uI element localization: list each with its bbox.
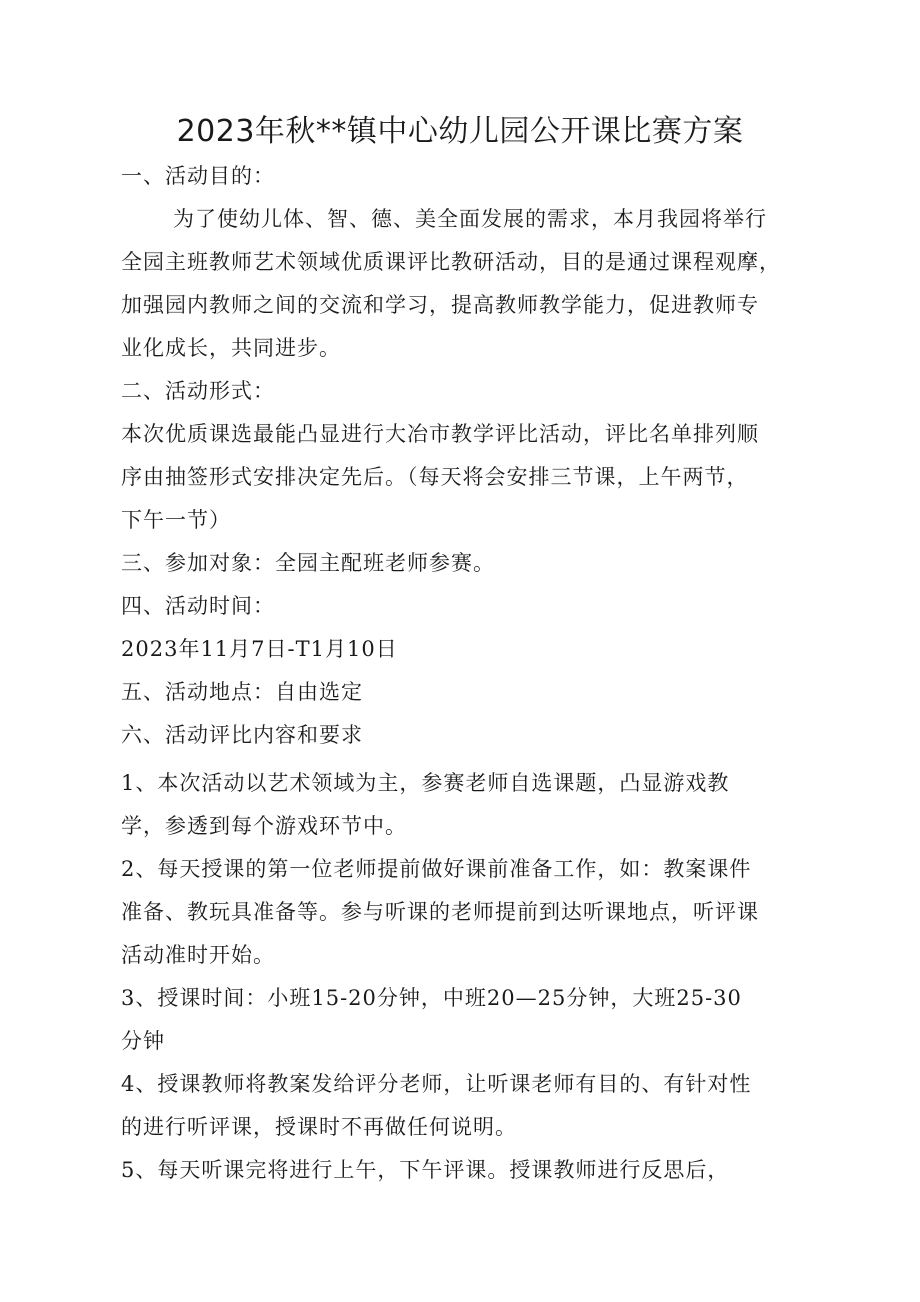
heading-purpose: 一、活动目的： (121, 164, 275, 188)
paragraph-line: 本次优质课选最能凸显进行大冶市教学评比活动，评比名单排列顺 (121, 422, 759, 446)
list-item-line: 的进行听评课，授课时不再做任何说明。 (121, 1115, 517, 1139)
requirements-list (121, 762, 821, 1192)
activity-date: 2023年11月7日-T1月10日 (121, 637, 398, 661)
list-item-line: 1、本次活动以艺术领域为主，参赛老师自选课题，凸显游戏教 (121, 771, 730, 795)
document-title: 2023年秋**镇中心幼儿园公开课比赛方案 (176, 114, 744, 149)
paragraph-line: 序由抽签形式安排决定先后。（每天将会安排三节课，上午两节， (121, 465, 749, 489)
heading-participants: 三、参加对象：全园主配班老师参赛。 (121, 551, 495, 575)
list-item-line: 学，参透到每个游戏环节中。 (121, 814, 407, 838)
heading-form: 二、活动形式： (121, 379, 275, 403)
heading-time: 四、活动时间： (121, 594, 275, 618)
list-item-line: 活动准时开始。 (121, 943, 275, 967)
list-item-line: 5、每天听课完将进行上午，下午评课。授课教师进行反思后， (121, 1158, 730, 1182)
paragraph-line: 业化成长，共同进步。 (121, 336, 341, 360)
list-item-line: 分钟 (121, 1029, 165, 1053)
paragraph-line: 全园主班教师艺术领域优质课评比教研活动，目的是通过课程观摩， (121, 250, 781, 274)
list-item-line: 准备、教玩具准备等。参与听课的老师提前到达听课地点，听评课 (121, 900, 759, 924)
list-item-line: 2、每天授课的第一位老师提前做好课前准备工作，如：教案课件 (121, 857, 752, 881)
section-1 (121, 155, 821, 757)
list-item-line: 3、授课时间：小班15-20分钟，中班20—25分钟，大班25-30 (121, 986, 742, 1010)
paragraph-line: 下午一节） (121, 508, 231, 532)
heading-location: 五、活动地点：自由选定 (121, 680, 363, 704)
heading-requirements: 六、活动评比内容和要求 (121, 723, 363, 747)
paragraph-line: 为了使幼儿体、智、德、美全面发展的需求，本月我园将举行 (173, 207, 767, 231)
list-item-line: 4、授课教师将教案发给评分老师，让听课老师有目的、有针对性 (121, 1072, 752, 1096)
paragraph-line: 加强园内教师之间的交流和学习，提高教师教学能力，促进教师专 (121, 293, 759, 317)
